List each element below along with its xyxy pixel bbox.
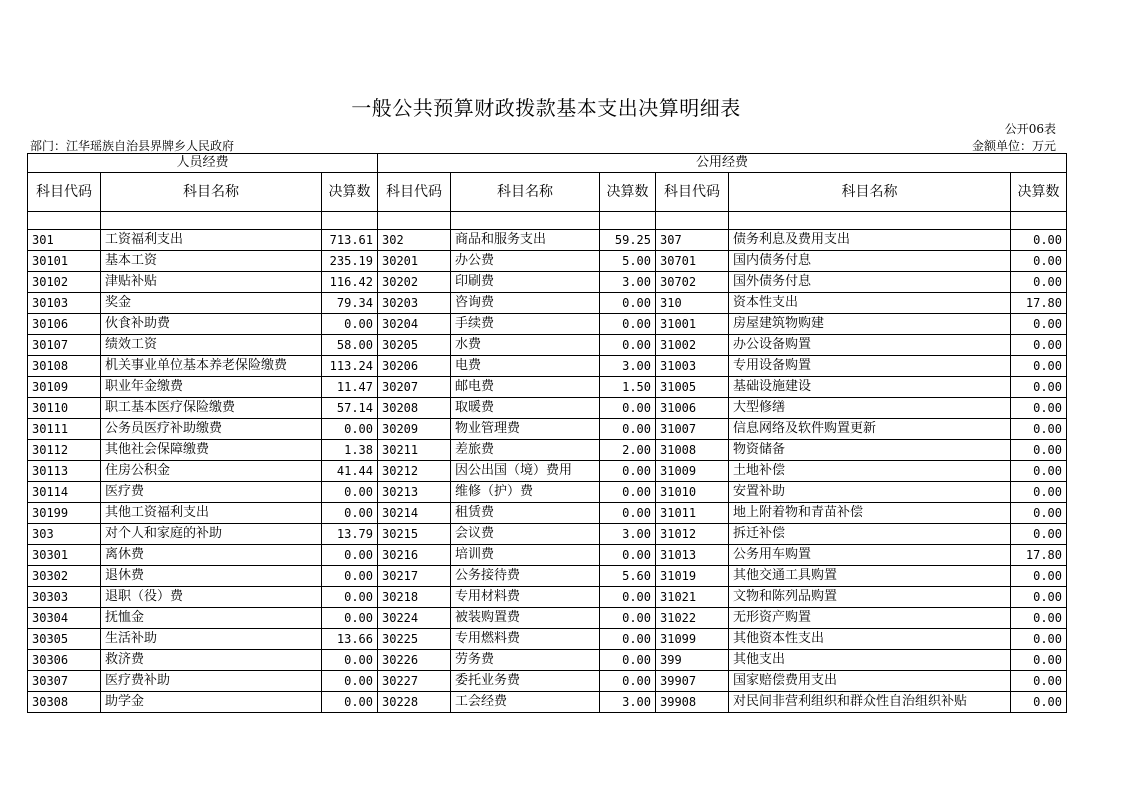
- cell-amount: 116.42: [322, 272, 378, 293]
- cell-name: 医疗费: [101, 482, 322, 503]
- cell-amount: 0.00: [1011, 671, 1067, 692]
- spacer-row: [28, 212, 1067, 230]
- table-row: [28, 377, 1067, 398]
- cell-name: 职工基本医疗保险缴费: [101, 398, 322, 419]
- cell-code: 30216: [378, 545, 451, 566]
- cell-name: 工资福利支出: [101, 230, 322, 251]
- table-row: [28, 398, 1067, 419]
- table-row: [28, 461, 1067, 482]
- cell-name: 离休费: [101, 545, 322, 566]
- cell-amount: 0.00: [1011, 461, 1067, 482]
- col-code-header: 科目代码: [656, 173, 729, 212]
- cell-name: 手续费: [451, 314, 600, 335]
- cell-code: 31008: [656, 440, 729, 461]
- cell-name: 电费: [451, 356, 600, 377]
- cell-amount: 3.00: [600, 272, 656, 293]
- cell-amount: 57.14: [322, 398, 378, 419]
- cell-amount: 13.79: [322, 524, 378, 545]
- cell-code: 30102: [28, 272, 101, 293]
- cell-amount: 0.00: [1011, 230, 1067, 251]
- cell-amount: 0.00: [1011, 356, 1067, 377]
- cell-code: 30215: [378, 524, 451, 545]
- cell-name: 抚恤金: [101, 608, 322, 629]
- cell-amount: 0.00: [600, 461, 656, 482]
- cell-amount: 0.00: [600, 398, 656, 419]
- group-header-row: [28, 154, 1067, 173]
- cell-code: 30206: [378, 356, 451, 377]
- cell-name: 办公费: [451, 251, 600, 272]
- cell-name: 其他社会保障缴费: [101, 440, 322, 461]
- cell-name: 其他交通工具购置: [729, 566, 1011, 587]
- cell-amount: 0.00: [322, 692, 378, 713]
- cell-name: 邮电费: [451, 377, 600, 398]
- cell-name: 救济费: [101, 650, 322, 671]
- cell-amount: 0.00: [322, 566, 378, 587]
- col-code-header: 科目代码: [28, 173, 101, 212]
- cell-code: 30114: [28, 482, 101, 503]
- cell-code: 30702: [656, 272, 729, 293]
- cell-name: 大型修缮: [729, 398, 1011, 419]
- table-row: [28, 608, 1067, 629]
- table-row: [28, 545, 1067, 566]
- empty-cell: [729, 212, 1011, 230]
- cell-amount: 0.00: [1011, 524, 1067, 545]
- cell-amount: 0.00: [322, 314, 378, 335]
- col-name-header: 科目名称: [451, 173, 600, 212]
- cell-code: 39907: [656, 671, 729, 692]
- cell-code: 31099: [656, 629, 729, 650]
- table-row: [28, 272, 1067, 293]
- table-row: [28, 230, 1067, 251]
- cell-name: 住房公积金: [101, 461, 322, 482]
- cell-code: 302: [378, 230, 451, 251]
- cell-amount: 0.00: [322, 545, 378, 566]
- cell-name: 津贴补贴: [101, 272, 322, 293]
- cell-code: 30207: [378, 377, 451, 398]
- table-row: [28, 251, 1067, 272]
- cell-code: 31012: [656, 524, 729, 545]
- cell-code: 31009: [656, 461, 729, 482]
- cell-name: 国外债务付息: [729, 272, 1011, 293]
- cell-amount: 0.00: [1011, 650, 1067, 671]
- cell-amount: 0.00: [600, 503, 656, 524]
- cell-amount: 2.00: [600, 440, 656, 461]
- cell-code: 307: [656, 230, 729, 251]
- cell-name: 公务员医疗补助缴费: [101, 419, 322, 440]
- cell-name: 房屋建筑物购建: [729, 314, 1011, 335]
- cell-amount: 17.80: [1011, 293, 1067, 314]
- cell-amount: 0.00: [600, 335, 656, 356]
- column-header-row: [28, 173, 1067, 212]
- amount-unit-label: 金额单位：万元: [971, 139, 1056, 153]
- table-row: [28, 293, 1067, 314]
- cell-name: 地上附着物和青苗补偿: [729, 503, 1011, 524]
- cell-name: 生活补助: [101, 629, 322, 650]
- cell-name: 退职（役）费: [101, 587, 322, 608]
- cell-amount: 0.00: [600, 608, 656, 629]
- empty-cell: [101, 212, 322, 230]
- table-row: [28, 356, 1067, 377]
- table-row: [28, 419, 1067, 440]
- cell-code: 30301: [28, 545, 101, 566]
- cell-name: 差旅费: [451, 440, 600, 461]
- cell-code: 30228: [378, 692, 451, 713]
- cell-code: 31022: [656, 608, 729, 629]
- cell-name: 信息网络及软件购置更新: [729, 419, 1011, 440]
- cell-amount: 59.25: [600, 230, 656, 251]
- cell-name: 工会经费: [451, 692, 600, 713]
- cell-amount: 17.80: [1011, 545, 1067, 566]
- group-public: 公用经费: [378, 154, 1067, 173]
- cell-name: 租赁费: [451, 503, 600, 524]
- cell-name: 安置补助: [729, 482, 1011, 503]
- col-code-header: 科目代码: [378, 173, 451, 212]
- cell-amount: 113.24: [322, 356, 378, 377]
- cell-amount: 79.34: [322, 293, 378, 314]
- table-row: [28, 629, 1067, 650]
- cell-name: 医疗费补助: [101, 671, 322, 692]
- cell-amount: 5.00: [600, 251, 656, 272]
- cell-amount: 713.61: [322, 230, 378, 251]
- table-row: [28, 692, 1067, 713]
- cell-name: 因公出国（境）费用: [451, 461, 600, 482]
- cell-code: 31010: [656, 482, 729, 503]
- cell-name: 专用燃料费: [451, 629, 600, 650]
- cell-code: 30224: [378, 608, 451, 629]
- cell-name: 基本工资: [101, 251, 322, 272]
- cell-name: 商品和服务支出: [451, 230, 600, 251]
- cell-name: 奖金: [101, 293, 322, 314]
- cell-code: 31002: [656, 335, 729, 356]
- cell-name: 对个人和家庭的补助: [101, 524, 322, 545]
- empty-cell: [451, 212, 600, 230]
- cell-name: 会议费: [451, 524, 600, 545]
- cell-amount: 0.00: [1011, 398, 1067, 419]
- cell-amount: 0.00: [1011, 629, 1067, 650]
- cell-code: 30106: [28, 314, 101, 335]
- table-row: [28, 566, 1067, 587]
- cell-code: 310: [656, 293, 729, 314]
- cell-name: 绩效工资: [101, 335, 322, 356]
- cell-amount: 0.00: [322, 419, 378, 440]
- cell-amount: 0.00: [600, 629, 656, 650]
- cell-code: 30214: [378, 503, 451, 524]
- cell-code: 30227: [378, 671, 451, 692]
- cell-name: 专用材料费: [451, 587, 600, 608]
- cell-name: 拆迁补偿: [729, 524, 1011, 545]
- cell-amount: 0.00: [600, 671, 656, 692]
- cell-name: 国家赔偿费用支出: [729, 671, 1011, 692]
- cell-amount: 0.00: [1011, 692, 1067, 713]
- cell-amount: 0.00: [1011, 587, 1067, 608]
- cell-amount: 0.00: [1011, 419, 1067, 440]
- expenditure-table: [27, 153, 1067, 713]
- cell-name: 其他工资福利支出: [101, 503, 322, 524]
- cell-name: 取暖费: [451, 398, 600, 419]
- cell-name: 委托业务费: [451, 671, 600, 692]
- cell-name: 培训费: [451, 545, 600, 566]
- cell-amount: 0.00: [1011, 314, 1067, 335]
- col-amount-header: 决算数: [322, 173, 378, 212]
- cell-code: 30204: [378, 314, 451, 335]
- col-amount-header: 决算数: [600, 173, 656, 212]
- cell-amount: 58.00: [322, 335, 378, 356]
- cell-code: 30107: [28, 335, 101, 356]
- cell-amount: 0.00: [322, 608, 378, 629]
- empty-cell: [378, 212, 451, 230]
- cell-name: 劳务费: [451, 650, 600, 671]
- cell-name: 伙食补助费: [101, 314, 322, 335]
- cell-name: 其他资本性支出: [729, 629, 1011, 650]
- cell-name: 水费: [451, 335, 600, 356]
- empty-cell: [656, 212, 729, 230]
- cell-name: 机关事业单位基本养老保险缴费: [101, 356, 322, 377]
- cell-name: 债务利息及费用支出: [729, 230, 1011, 251]
- cell-name: 退休费: [101, 566, 322, 587]
- cell-code: 31001: [656, 314, 729, 335]
- cell-amount: 0.00: [322, 671, 378, 692]
- cell-name: 公务接待费: [451, 566, 600, 587]
- cell-name: 基础设施建设: [729, 377, 1011, 398]
- group-personnel: 人员经费: [28, 154, 378, 173]
- cell-code: 31013: [656, 545, 729, 566]
- table-row: [28, 335, 1067, 356]
- cell-code: 31005: [656, 377, 729, 398]
- cell-code: 30203: [378, 293, 451, 314]
- cell-name: 对民间非营利组织和群众性自治组织补贴: [729, 692, 1011, 713]
- cell-code: 39908: [656, 692, 729, 713]
- cell-amount: 0.00: [600, 293, 656, 314]
- cell-amount: 0.00: [1011, 608, 1067, 629]
- cell-code: 30101: [28, 251, 101, 272]
- empty-cell: [28, 212, 101, 230]
- col-name-header: 科目名称: [101, 173, 322, 212]
- cell-amount: 0.00: [322, 650, 378, 671]
- cell-name: 专用设备购置: [729, 356, 1011, 377]
- cell-code: 31003: [656, 356, 729, 377]
- cell-amount: 0.00: [1011, 335, 1067, 356]
- cell-code: 30213: [378, 482, 451, 503]
- cell-name: 咨询费: [451, 293, 600, 314]
- cell-code: 30306: [28, 650, 101, 671]
- cell-code: 30113: [28, 461, 101, 482]
- cell-code: 31006: [656, 398, 729, 419]
- cell-amount: 3.00: [600, 524, 656, 545]
- cell-code: 301: [28, 230, 101, 251]
- cell-amount: 235.19: [322, 251, 378, 272]
- cell-name: 无形资产购置: [729, 608, 1011, 629]
- cell-code: 30201: [378, 251, 451, 272]
- cell-amount: 0.00: [1011, 377, 1067, 398]
- cell-amount: 1.38: [322, 440, 378, 461]
- cell-amount: 3.00: [600, 356, 656, 377]
- cell-code: 30103: [28, 293, 101, 314]
- cell-amount: 1.50: [600, 377, 656, 398]
- cell-name: 物资储备: [729, 440, 1011, 461]
- cell-amount: 0.00: [600, 650, 656, 671]
- table-row: [28, 503, 1067, 524]
- cell-code: 399: [656, 650, 729, 671]
- cell-code: 30307: [28, 671, 101, 692]
- cell-amount: 3.00: [600, 692, 656, 713]
- empty-cell: [322, 212, 378, 230]
- cell-amount: 0.00: [1011, 251, 1067, 272]
- table-row: [28, 671, 1067, 692]
- cell-code: 30205: [378, 335, 451, 356]
- cell-amount: 0.00: [600, 419, 656, 440]
- cell-amount: 5.60: [600, 566, 656, 587]
- cell-name: 资本性支出: [729, 293, 1011, 314]
- cell-code: 30701: [656, 251, 729, 272]
- cell-amount: 11.47: [322, 377, 378, 398]
- cell-code: 31007: [656, 419, 729, 440]
- col-amount-header: 决算数: [1011, 173, 1067, 212]
- cell-name: 国内债务付息: [729, 251, 1011, 272]
- cell-amount: 0.00: [1011, 566, 1067, 587]
- cell-amount: 0.00: [322, 482, 378, 503]
- cell-name: 物业管理费: [451, 419, 600, 440]
- cell-code: 30208: [378, 398, 451, 419]
- empty-cell: [600, 212, 656, 230]
- table-row: [28, 482, 1067, 503]
- department-label: 部门：江华瑶族自治县界牌乡人民政府: [30, 139, 235, 153]
- col-name-header: 科目名称: [729, 173, 1011, 212]
- cell-code: 30305: [28, 629, 101, 650]
- cell-amount: 0.00: [1011, 440, 1067, 461]
- table-row: [28, 587, 1067, 608]
- cell-name: 办公设备购置: [729, 335, 1011, 356]
- cell-code: 31011: [656, 503, 729, 524]
- cell-amount: 0.00: [322, 503, 378, 524]
- cell-code: 30308: [28, 692, 101, 713]
- cell-code: 30112: [28, 440, 101, 461]
- form-number: 公开06表: [1004, 122, 1056, 136]
- cell-amount: 0.00: [600, 587, 656, 608]
- cell-name: 土地补偿: [729, 461, 1011, 482]
- table-row: [28, 314, 1067, 335]
- cell-code: 30111: [28, 419, 101, 440]
- cell-amount: 0.00: [1011, 503, 1067, 524]
- cell-code: 30202: [378, 272, 451, 293]
- cell-amount: 0.00: [1011, 482, 1067, 503]
- cell-name: 助学金: [101, 692, 322, 713]
- cell-code: 303: [28, 524, 101, 545]
- cell-code: 30217: [378, 566, 451, 587]
- cell-code: 30302: [28, 566, 101, 587]
- cell-amount: 41.44: [322, 461, 378, 482]
- cell-code: 30218: [378, 587, 451, 608]
- cell-code: 30110: [28, 398, 101, 419]
- cell-code: 30209: [378, 419, 451, 440]
- cell-code: 31019: [656, 566, 729, 587]
- cell-amount: 0.00: [1011, 272, 1067, 293]
- cell-code: 31021: [656, 587, 729, 608]
- cell-code: 30109: [28, 377, 101, 398]
- page-title: 一般公共预算财政拨款基本支出决算明细表: [351, 96, 741, 120]
- cell-code: 30225: [378, 629, 451, 650]
- cell-code: 30211: [378, 440, 451, 461]
- cell-amount: 0.00: [600, 545, 656, 566]
- cell-amount: 0.00: [600, 482, 656, 503]
- cell-name: 文物和陈列品购置: [729, 587, 1011, 608]
- cell-amount: 13.66: [322, 629, 378, 650]
- cell-name: 被装购置费: [451, 608, 600, 629]
- table-row: [28, 440, 1067, 461]
- cell-code: 30226: [378, 650, 451, 671]
- cell-name: 其他支出: [729, 650, 1011, 671]
- cell-name: 维修（护）费: [451, 482, 600, 503]
- empty-cell: [1011, 212, 1067, 230]
- cell-code: 30304: [28, 608, 101, 629]
- cell-code: 30108: [28, 356, 101, 377]
- cell-amount: 0.00: [600, 314, 656, 335]
- cell-name: 职业年金缴费: [101, 377, 322, 398]
- cell-code: 30199: [28, 503, 101, 524]
- cell-name: 印刷费: [451, 272, 600, 293]
- cell-amount: 0.00: [322, 587, 378, 608]
- cell-code: 30303: [28, 587, 101, 608]
- table-row: [28, 650, 1067, 671]
- table-row: [28, 524, 1067, 545]
- cell-code: 30212: [378, 461, 451, 482]
- cell-name: 公务用车购置: [729, 545, 1011, 566]
